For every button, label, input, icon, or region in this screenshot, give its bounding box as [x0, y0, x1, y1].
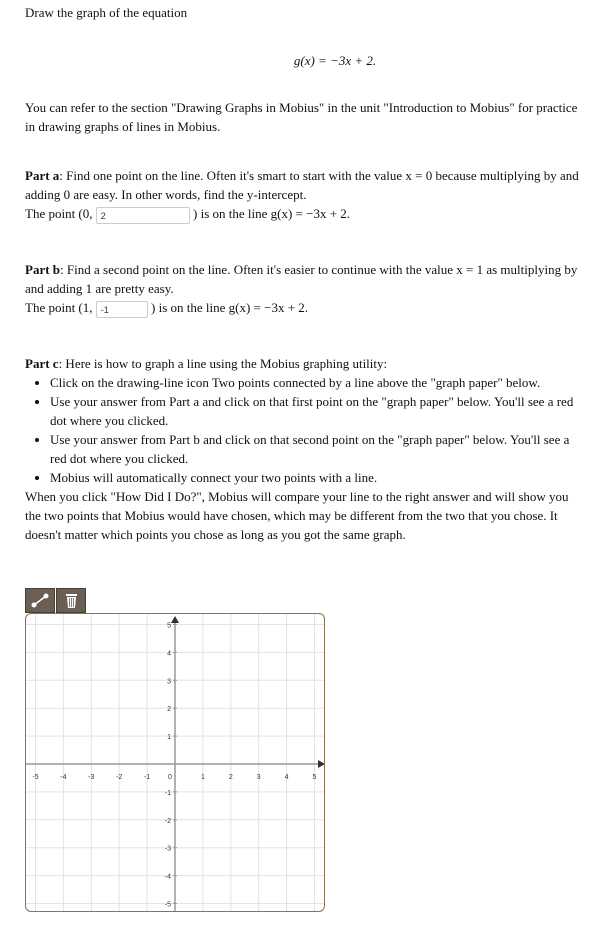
y-tick-label: 4: [167, 650, 171, 658]
y-tick-label: 3: [167, 678, 171, 686]
x-tick-label: -4: [60, 774, 67, 781]
part-a-text: : Find one point on the line. Often it's smart to start with the value x = 0 because multiplying by and adding 0 are easy. In other words, find the y-intercept.: [25, 168, 579, 202]
y-tick-label: 2: [167, 706, 171, 714]
line-tool-icon: [26, 589, 54, 612]
x-tick-label: -3: [88, 774, 95, 781]
part-b-prefix: The point (1,: [25, 300, 93, 315]
refer-text: You can refer to the section "Drawing Graphs in Mobius" in the unit "Introduction to Mobius" for practice in drawing graphs of lines in Mobius.: [25, 100, 578, 134]
part-b-text: : Find a second point on the line. Often it's easier to continue with the value x = 1 as multiplying by and adding 1 are pretty easy.: [25, 262, 578, 296]
trash-icon: [57, 589, 85, 612]
x-tick-label: 1: [200, 774, 205, 781]
bullet-3: • Use your answer from Part b and click on that second point on the "graph paper" below. You'll see a red dot where you clicked.: [50, 430, 585, 468]
part-b-label: Part b: [25, 262, 61, 277]
y-tick-label: -1: [164, 789, 171, 797]
y-tick-label: -2: [164, 817, 171, 825]
graph-paper[interactable]: [25, 613, 325, 912]
y-tick-label: 5: [167, 622, 171, 630]
graph-svg[interactable]: [26, 614, 325, 912]
part-a-label: Part a: [25, 168, 60, 183]
x-tick-label: 0: [168, 774, 172, 781]
x-axis-arrow: [318, 760, 325, 768]
y-tick-label: 1: [167, 734, 171, 742]
part-a-suffix: ) is on the line g(x) = −3x + 2.: [193, 206, 351, 221]
draw-line-tool-button[interactable]: [25, 588, 55, 613]
x-tick-label: 2: [228, 774, 233, 781]
part-c: [25, 354, 585, 544]
x-tick-label: -5: [32, 774, 39, 781]
part-b: [25, 260, 585, 318]
x-tick-label: -2: [116, 774, 123, 781]
y-tick-label: -5: [164, 901, 171, 909]
x-tick-label: 3: [256, 774, 261, 781]
part-b-input[interactable]: -1: [96, 301, 148, 318]
y-tick-label: -3: [164, 845, 171, 853]
x-tick-label: 5: [312, 774, 317, 781]
part-a-input[interactable]: 2: [96, 207, 190, 224]
bullet-2: • Use your answer from Part a and click on that first point on the "graph paper" below. You'll see a red dot where you clicked.: [50, 392, 585, 430]
part-a-prefix: The point (0,: [25, 206, 93, 221]
part-a: [25, 166, 585, 224]
x-tick-label: -1: [143, 774, 151, 781]
bullet-1: • Click on the drawing-line icon Two points connected by a line above the "graph paper" below.: [50, 373, 585, 392]
bullet-4: • Mobius will automatically connect your two points with a line.: [50, 468, 585, 487]
y-axis-arrow: [171, 616, 179, 623]
part-b-suffix: ) is on the line g(x) = −3x + 2.: [151, 300, 309, 315]
part-c-text: : Here is how to graph a line using the Mobius graphing utility:: [58, 356, 388, 371]
closing-text: When you click "How Did I Do?", Mobius will compare your line to the right answer and will show you the two points that Mobius would have chosen, which may be different from the two that you chose. It doesn't matter which points you chose as long as you got the same graph.: [25, 489, 569, 542]
part-c-label: Part c: [25, 356, 59, 371]
equation: g(x) = −3x + 2.: [293, 53, 377, 68]
intro-text: Draw the graph of the equation: [25, 5, 188, 20]
delete-button[interactable]: [56, 588, 86, 613]
x-tick-label: 4: [284, 774, 289, 781]
y-tick-label: -4: [164, 873, 171, 881]
